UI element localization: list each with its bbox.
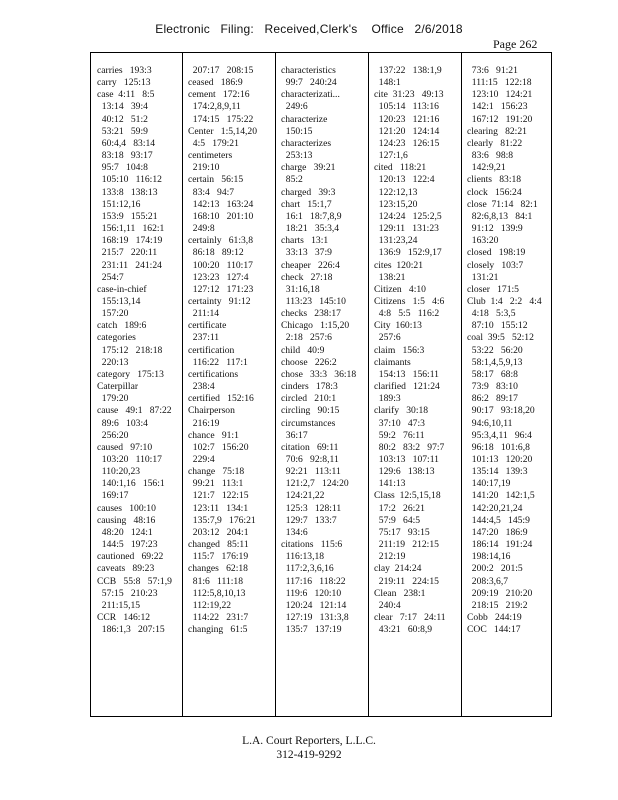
index-entry-line: claim 156:3 [374, 344, 425, 356]
index-entry-line: 127:12 171:23 [188, 283, 254, 295]
index-entry-line: 53:22 56:20 [467, 344, 523, 356]
column-divider [275, 53, 276, 716]
index-entry-line: check 27:18 [281, 271, 333, 283]
index-entry-line: 133:8 138:13 [97, 186, 158, 198]
index-entry-line: 238:4 [188, 381, 215, 393]
index-entry-line: 129:7 133:7 [281, 514, 337, 526]
index-entry-line: citation 69:11 [281, 441, 339, 453]
index-entry-line: 91:12 139:9 [467, 223, 523, 235]
index-entry-line: Caterpillar [97, 381, 139, 393]
index-entry-line: 48:20 124:1 [97, 526, 153, 538]
index-entry-line: 127:19 131:3,8 [281, 612, 349, 624]
index-entry-line: 4:8 5:5 116:2 [374, 308, 440, 320]
index-entry-line: 168:10 201:10 [188, 210, 254, 222]
index-entry-line: 111:15 122:18 [467, 77, 532, 89]
index-entry-line: 154:13 156:11 [374, 368, 439, 380]
index-entry-line: 253:13 [281, 150, 313, 162]
index-entry-line: Citizen 4:10 [374, 283, 426, 295]
index-entry-line: 153:9 155:21 [97, 210, 158, 222]
index-entry-line: certain 56:15 [188, 174, 244, 186]
index-entry-line: 117:2,3,6,16 [281, 563, 334, 575]
index-entry-line: 4:5 179:21 [188, 137, 239, 149]
index-entry-line: 121:2,7 124:20 [281, 478, 349, 490]
index-entry-line: 142:9,21 [467, 162, 506, 174]
index-entry-line: certainly 61:3,8 [188, 235, 254, 247]
index-entry-line: 110:20,23 [97, 466, 141, 478]
court-reporter-name: L.A. Court Reporters, L.L.C. [242, 735, 376, 747]
index-entry-line: 83:6 98:8 [467, 150, 514, 162]
index-entry-line: 59:2 76:11 [374, 429, 425, 441]
index-entry-line: 138:21 [374, 271, 406, 283]
index-entry-line: 60:4,4 83:14 [97, 137, 156, 149]
index-entry-line: choose 226:2 [281, 356, 337, 368]
index-entry-line: 58:1,4,5,9,13 [467, 356, 523, 368]
index-entry-line: 148:1 [374, 77, 401, 89]
index-entry-line: 124:21,22 [281, 490, 325, 502]
index-entry-line: certainty 91:12 [188, 295, 251, 307]
index-entry-line: 4:18 5:3,5 [467, 308, 516, 320]
index-entry-line: 211:15,15 [97, 599, 141, 611]
index-entry-line: 257:6 [374, 332, 401, 344]
index-entry-line: 83:18 93:17 [97, 150, 153, 162]
index-column-5 [467, 65, 557, 636]
index-entry-line: 90:17 93:18,20 [467, 405, 535, 417]
index-entry-line: 99:21 113:1 [188, 478, 244, 490]
index-entry-line: charge 39:21 [281, 162, 336, 174]
index-entry-line: 73:6 91:21 [467, 65, 518, 76]
index-entry-line: Cobb 244:19 [467, 612, 522, 624]
index-entry-line: 80:2 83:2 97:7 [374, 441, 445, 453]
index-entry-line: 256:20 [97, 429, 129, 441]
index-entry-line: 33:13 37:9 [281, 247, 332, 259]
index-entry-line: 219:10 [188, 162, 220, 174]
index-entry-line: child 40:9 [281, 344, 325, 356]
index-entry-line: 114:22 231:7 [188, 612, 249, 624]
index-entry-line: clear 7:17 24:11 [374, 612, 446, 624]
index-entry-line: cites 120:21 [374, 259, 424, 271]
index-entry-line: 254:7 [97, 271, 124, 283]
index-entry-line: CCR 146:12 [97, 612, 151, 624]
index-entry-line: 249:6 [281, 101, 308, 113]
index-entry-line: claimants [374, 356, 411, 368]
index-entry-line: City 160:13 [374, 320, 422, 332]
index-entry-line: 131:23,24 [374, 235, 418, 247]
index-entry-line: certification [188, 344, 235, 356]
index-entry-line: Chairperson [188, 405, 235, 417]
index-entry-line: characterizati... [281, 89, 340, 101]
index-entry-line: 200:2 201:5 [467, 563, 523, 575]
index-entry-line: 189:3 [374, 393, 401, 405]
index-entry-line: 81:6 111:18 [188, 575, 243, 587]
index-entry-line: 186:14 191:24 [467, 539, 533, 551]
column-divider [461, 53, 462, 716]
index-entry-line: 150:15 [281, 125, 313, 137]
index-entry-line: changes 62:18 [188, 563, 248, 575]
index-entry-line: 57:9 64:5 [374, 514, 421, 526]
index-entry-line: clarify 30:18 [374, 405, 429, 417]
index-entry-line: catch 189:6 [97, 320, 147, 332]
index-column-4 [374, 65, 464, 636]
index-entry-line: 120:24 121:14 [281, 599, 347, 611]
index-entry-line: 211:19 212:15 [374, 539, 439, 551]
column-divider [182, 53, 183, 716]
index-entry-line: 123:10 124:21 [467, 89, 533, 101]
index-entry-line: 141:13 [374, 478, 406, 490]
index-entry-line: 102:7 156:20 [188, 441, 249, 453]
index-entry-line: 112:19,22 [188, 599, 232, 611]
index-entry-line: 103:20 110:17 [97, 454, 162, 465]
index-entry-line: 31:16,18 [281, 283, 320, 295]
index-entry-line: 92:21 113:11 [281, 466, 341, 478]
index-entry-line: 89:6 103:4 [97, 417, 148, 429]
index-entry-line: centimeters [188, 150, 233, 162]
index-entry-line: 115:7 176:19 [188, 551, 249, 563]
index-entry-line: characterizes [281, 137, 332, 149]
index-column-2 [188, 65, 278, 636]
index-entry-line: cause 49:1 87:22 [97, 405, 172, 417]
index-entry-line: case 4:11 8:5 [97, 89, 155, 101]
index-entry-line: 240:4 [374, 599, 401, 611]
index-entry-line: 123:15,20 [374, 198, 418, 210]
index-entry-line: CCB 55:8 57:1,9 [97, 575, 172, 587]
index-entry-line: 141:20 142:1,5 [467, 490, 535, 502]
index-entry-line: 18:21 35:3,4 [281, 223, 340, 235]
index-entry-line: 17:2 26:21 [374, 502, 425, 514]
index-entry-line: certificate [188, 320, 227, 332]
index-entry-line: 103:13 107:11 [374, 454, 439, 465]
index-entry-line: certifications [188, 368, 239, 380]
index-column-3 [281, 65, 371, 636]
index-entry-line: COC 144:17 [467, 624, 521, 636]
index-entry-line: 207:17 208:15 [188, 65, 254, 76]
index-entry-line: 16:1 18:7,8,9 [281, 210, 342, 222]
index-entry-line: 70:6 92:8,11 [281, 454, 339, 465]
word-index-box [90, 52, 552, 717]
column-divider [368, 53, 369, 716]
index-entry-line: 169:17 [97, 490, 129, 502]
index-entry-line: Club 1:4 2:2 4:4 [467, 295, 542, 307]
index-entry-line: 87:10 155:12 [467, 320, 528, 332]
index-entry-line: characteristics [281, 65, 336, 76]
index-entry-line: 57:15 210:23 [97, 587, 158, 599]
index-entry-line: 112:5,8,10,13 [188, 587, 246, 599]
index-entry-line: 120:13 122:4 [374, 174, 435, 186]
index-entry-line: causing 48:16 [97, 514, 156, 526]
index-entry-line: checks 238:17 [281, 308, 341, 320]
index-entry-line: charged 39:3 [281, 186, 336, 198]
index-entry-line: 95:3,4,11 96:4 [467, 429, 532, 441]
index-entry-line: 209:19 210:20 [467, 587, 533, 599]
index-entry-line: 121:7 122:15 [188, 490, 249, 502]
index-entry-line: clearing 82:21 [467, 125, 527, 137]
index-entry-line: 113:23 145:10 [281, 295, 346, 307]
index-entry-line: 249:8 [188, 223, 215, 235]
index-entry-line: 174:15 175:22 [188, 113, 254, 125]
index-entry-line: ceased 186:9 [188, 77, 243, 89]
index-entry-line: 144:5 197:23 [97, 539, 158, 551]
index-entry-line: 198:14,16 [467, 551, 511, 563]
index-entry-line: 211:14 [188, 308, 220, 320]
index-entry-line: clients 83:18 [467, 174, 522, 186]
index-entry-line: changing 61:5 [188, 624, 248, 636]
index-entry-line: 53:21 59:9 [97, 125, 148, 137]
index-entry-line: 105:14 113:16 [374, 101, 439, 113]
index-entry-line: 137:22 138:1,9 [374, 65, 442, 76]
index-entry-line: 124:23 126:15 [374, 137, 440, 149]
index-entry-line: 216:19 [188, 417, 220, 429]
index-entry-line: characterize [281, 113, 328, 125]
index-entry-line: 40:12 51:2 [97, 113, 148, 125]
index-entry-line: case-in-chief [97, 283, 147, 295]
index-entry-line: 123:23 127:4 [188, 271, 249, 283]
index-entry-line: circling 90:15 [281, 405, 340, 417]
index-entry-line: cement 172:16 [188, 89, 250, 101]
index-entry-line: 96:18 101:6,8 [467, 441, 530, 453]
index-entry-line: clarified 121:24 [374, 381, 440, 393]
index-entry-line: 208:3,6,7 [467, 575, 509, 587]
index-entry-line: closely 103:7 [467, 259, 524, 271]
index-entry-line: cautioned 69:22 [97, 551, 164, 563]
index-entry-line: 82:6,8,13 84:1 [467, 210, 533, 222]
index-entry-line: 124:24 125:2,5 [374, 210, 442, 222]
index-entry-line: closer 171:5 [467, 283, 519, 295]
index-entry-line: 13:14 39:4 [97, 101, 148, 113]
index-entry-line: 58:17 68:8 [467, 368, 518, 380]
index-entry-line: circled 210:1 [281, 393, 337, 405]
index-entry-line: 121:20 124:14 [374, 125, 440, 137]
index-entry-line: 119:6 120:10 [281, 587, 342, 599]
index-entry-line: 229:4 [188, 454, 215, 465]
index-entry-line: 220:13 [97, 356, 129, 368]
index-entry-line: 167:12 191:20 [467, 113, 533, 125]
index-entry-line: 36:17 [281, 429, 308, 441]
index-entry-line: 135:14 139:3 [467, 466, 528, 478]
index-entry-line: 155:13,14 [97, 295, 141, 307]
index-entry-line: carries 193:3 [97, 65, 152, 76]
index-entry-line: 120:23 121:16 [374, 113, 440, 125]
index-entry-line: 219:11 224:15 [374, 575, 439, 587]
index-entry-line: coal 39:5 52:12 [467, 332, 534, 344]
index-entry-line: 127:1,6 [374, 150, 408, 162]
index-entry-line: closed 198:19 [467, 247, 526, 259]
index-entry-line: 73:9 83:10 [467, 381, 518, 393]
index-entry-line: caused 97:10 [97, 441, 153, 453]
index-entry-line: chart 15:1,7 [281, 198, 332, 210]
index-entry-line: 2:18 257:6 [281, 332, 332, 344]
index-entry-line: 122:12,13 [374, 186, 418, 198]
index-entry-line: categories [97, 332, 136, 344]
index-entry-line: circumstances [281, 417, 336, 429]
index-entry-line: 163:20 [467, 235, 499, 247]
index-entry-line: 129:11 131:23 [374, 223, 439, 235]
index-entry-line: 175:12 218:18 [97, 344, 163, 356]
index-entry-line: chose 33:3 36:18 [281, 368, 357, 380]
index-entry-line: Class 12:5,15,18 [374, 490, 441, 502]
index-entry-line: chance 91:1 [188, 429, 239, 441]
index-entry-line: 231:11 241:24 [97, 259, 162, 271]
court-reporter-phone: 312-419-9292 [276, 749, 342, 761]
index-entry-line: 142:20,21,24 [467, 502, 523, 514]
index-entry-line: 105:10 116:12 [97, 174, 162, 186]
index-entry-line: 117:16 118:22 [281, 575, 346, 587]
index-entry-line: cited 118:21 [374, 162, 427, 174]
index-entry-line: 86:18 89:12 [188, 247, 244, 259]
index-entry-line: 37:10 47:3 [374, 417, 425, 429]
index-entry-line: 99:7 240:24 [281, 77, 337, 89]
index-entry-line: 142:13 163:24 [188, 198, 254, 210]
index-entry-line: 95:7 104:8 [97, 162, 148, 174]
index-column-1 [97, 65, 187, 636]
index-entry-line: 151:12,16 [97, 198, 141, 210]
index-entry-line: 237:11 [188, 332, 220, 344]
index-entry-line: 147:20 186:9 [467, 526, 528, 538]
index-entry-line: cinders 178:3 [281, 381, 338, 393]
page-number: Page 262 [493, 37, 538, 51]
index-entry-line: change 75:18 [188, 466, 245, 478]
index-entry-line: 186:1,3 207:15 [97, 624, 165, 636]
index-entry-line: 140:17,19 [467, 478, 511, 490]
index-entry-line: 156:1,11 162:1 [97, 223, 165, 235]
index-entry-line: 43:21 60:8,9 [374, 624, 433, 636]
index-entry-line: 136:9 152:9,17 [374, 247, 442, 259]
index-entry-line: clearly 81:22 [467, 137, 523, 149]
index-entry-line: 100:20 110:17 [188, 259, 253, 271]
index-entry-line: clock 156:24 [467, 186, 522, 198]
index-entry-line: 144:4,5 145:9 [467, 514, 530, 526]
index-entry-line: category 175:13 [97, 368, 164, 380]
index-entry-line: 85:2 [281, 174, 303, 186]
index-entry-line: 134:6 [281, 526, 308, 538]
index-entry-line: cheaper 226:4 [281, 259, 340, 271]
index-entry-line: caveats 89:23 [97, 563, 155, 575]
index-entry-line: 86:2 89:17 [467, 393, 518, 405]
index-entry-line: Clean 238:1 [374, 587, 426, 599]
electronic-filing-header: Electronic Filing: Received,Clerk's Office 2/6/2018 [155, 22, 463, 36]
index-entry-line: certified 152:16 [188, 393, 254, 405]
index-entry-line: 123:11 134:1 [188, 502, 249, 514]
index-entry-line: 157:20 [97, 308, 129, 320]
index-entry-line: Chicago 1:15,20 [281, 320, 350, 332]
index-entry-line: 135:7,9 176:21 [188, 514, 256, 526]
index-entry-line: 129:6 138:13 [374, 466, 435, 478]
index-entry-line: 140:1,16 156:1 [97, 478, 165, 490]
index-entry-line: 83:4 94:7 [188, 186, 235, 198]
index-entry-line: causes 100:10 [97, 502, 156, 514]
index-entry-line: 174:2,8,9,11 [188, 101, 241, 113]
index-entry-line: 212:19 [374, 551, 406, 563]
index-entry-line: charts 13:1 [281, 235, 329, 247]
index-entry-line: 125:3 128:11 [281, 502, 342, 514]
index-entry-line: clay 214:24 [374, 563, 422, 575]
index-entry-line: 116:13,18 [281, 551, 325, 563]
index-entry-line: 131:21 [467, 271, 499, 283]
index-entry-line: 75:17 93:15 [374, 526, 430, 538]
index-entry-line: carry 125:13 [97, 77, 151, 89]
index-entry-line: 116:22 117:1 [188, 356, 248, 368]
index-entry-line: 179:20 [97, 393, 129, 405]
index-entry-line: 135:7 137:19 [281, 624, 342, 636]
index-entry-line: 215:7 220:11 [97, 247, 158, 259]
index-entry-line: Center 1:5,14,20 [188, 125, 258, 137]
index-entry-line: 94:6,10,11 [467, 417, 513, 429]
index-entry-line: 203:12 204:1 [188, 526, 249, 538]
index-entry-line: changed 85:11 [188, 539, 249, 551]
index-entry-line: 101:13 120:20 [467, 454, 533, 465]
index-entry-line: close 71:14 82:1 [467, 198, 538, 210]
index-entry-line: 168:19 174:19 [97, 235, 163, 247]
index-entry-line: Citizens 1:5 4:6 [374, 295, 445, 307]
index-entry-line: 218:15 219:2 [467, 599, 528, 611]
index-entry-line: cite 31:23 49:13 [374, 89, 444, 101]
index-entry-line: 142:1 156:23 [467, 101, 528, 113]
index-entry-line: citations 115:6 [281, 539, 343, 551]
